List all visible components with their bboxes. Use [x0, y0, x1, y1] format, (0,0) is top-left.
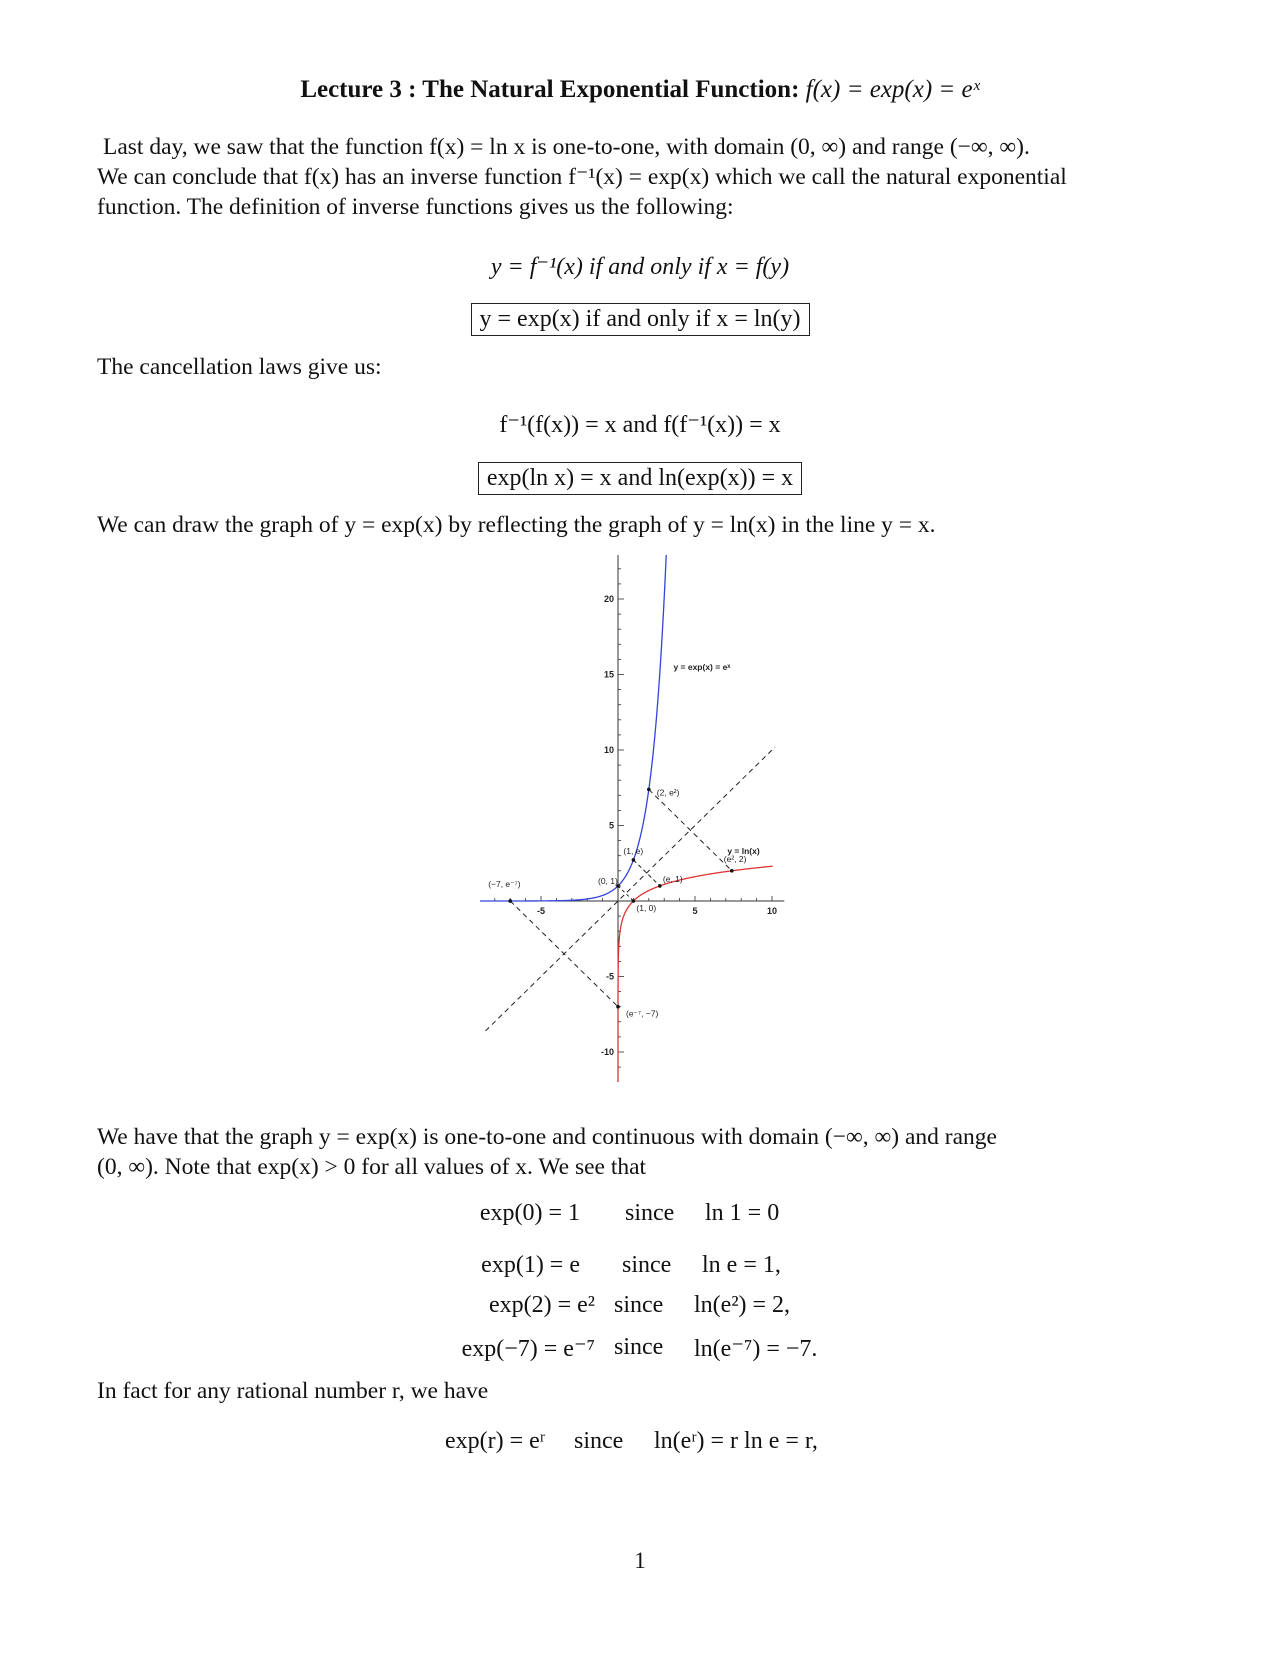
cancellation-intro: The cancellation laws give us:	[97, 354, 382, 380]
point-label: (e, 1)	[662, 873, 683, 884]
point-label: (e², 2)	[723, 853, 747, 864]
example-lhs: exp(1) = e	[481, 1252, 580, 1278]
rational-text: In fact for any rational number r, we have	[97, 1378, 489, 1404]
page-number: 1	[634, 1548, 646, 1573]
example-lhs: exp(2) = e²	[488, 1292, 595, 1318]
example-rhs: ln(e⁻⁷) = −7.	[694, 1336, 818, 1362]
y-tick-label: -10	[600, 1047, 614, 1057]
point-label: (2, e²)	[656, 787, 680, 798]
y-tick-label: 5	[608, 820, 614, 831]
intro-paragraph	[97, 132, 1195, 222]
point-label: (e⁻⁷, −7)	[626, 1008, 659, 1019]
graph	[480, 555, 810, 1130]
inverse-definition-boxed-wrap	[0, 303, 1280, 336]
y-tick-label: 15	[603, 669, 614, 680]
line-y-equals-x	[486, 747, 776, 1031]
inverse-definition: y = f⁻¹(x) if and only if x = f(y)	[490, 254, 790, 280]
y-tick-label: 20	[603, 594, 614, 604]
point-label: (−7, e⁻⁷)	[488, 878, 521, 889]
example-since: since	[614, 1334, 664, 1360]
x-tick-label: -5	[536, 906, 546, 916]
example-lhs: exp(0) = 1	[479, 1200, 580, 1226]
point-label: (1, 0)	[636, 903, 657, 913]
point-label: (1, e)	[623, 845, 644, 856]
rational-since: since	[574, 1428, 624, 1454]
example-lhs: exp(−7) = e⁻⁷	[461, 1336, 595, 1362]
y-tick-label: 10	[603, 745, 614, 755]
after-graph-line-2: (0, ∞). Note that exp(x) > 0 for all values of x. We see that	[97, 1154, 647, 1180]
after-graph-line-1: We have that the graph y = exp(x) is one-to-one and continuous with domain (−∞, ∞) and range	[97, 1124, 997, 1150]
cancellation-boxed: exp(ln x) = x and ln(exp(x)) = x	[478, 462, 802, 495]
after-graph-paragraph	[97, 1122, 1195, 1182]
intro-line-1: Last day, we saw that the function f(x) = ln x is one-to-one, with domain (0, ∞) and range (−∞, ∞).	[103, 134, 1030, 160]
example-rhs: ln e = 1,	[702, 1252, 781, 1278]
inverse-definition-boxed: y = exp(x) if and only if x = ln(y)	[471, 303, 810, 336]
data-point	[647, 788, 651, 792]
data-point	[508, 899, 512, 903]
example-rhs: ln(e²) = 2,	[694, 1292, 791, 1318]
example-since: since	[625, 1200, 675, 1226]
data-point	[658, 884, 662, 888]
data-point	[730, 869, 734, 873]
ln-curve-label: y = ln(x)	[727, 846, 760, 857]
cancellation-boxed-wrap	[0, 462, 1280, 495]
x-tick-label: 10	[766, 906, 778, 916]
x-tick-label: 5	[692, 906, 698, 916]
intro-line-3: function. The definition of inverse functions gives us the following:	[97, 194, 734, 220]
y-tick-label: -5	[605, 971, 614, 982]
title-text: Lecture 3 : The Natural Exponential Function:	[300, 76, 800, 103]
page-title	[0, 76, 1280, 104]
graph-labels	[488, 594, 777, 1057]
example-since: since	[622, 1252, 672, 1278]
point-label: (0, 1)	[598, 875, 618, 886]
graph-axes	[480, 555, 784, 1079]
intro-line-2: We can conclude that f(x) has an inverse function f⁻¹(x) = exp(x) which we call the natural exponential	[97, 164, 1067, 190]
rational-rhs: ln(eʳ) = r ln e = r,	[654, 1428, 818, 1454]
cancellation-general: f⁻¹(f(x)) = x and f(f⁻¹(x)) = x	[499, 412, 781, 438]
data-point	[632, 899, 636, 903]
data-point	[632, 858, 636, 862]
reflect-text: We can draw the graph of y = exp(x) by reflecting the graph of y = ln(x) in the line y = x.	[97, 512, 936, 538]
graph-curves	[480, 555, 778, 1082]
data-point	[616, 1005, 620, 1009]
example-since: since	[614, 1292, 664, 1318]
example-rhs: ln 1 = 0	[705, 1200, 780, 1226]
exp-curve-label: y = exp(x) = eˣ	[673, 661, 731, 672]
title-math: f(x) = exp(x) = eˣ	[805, 76, 980, 103]
rational-lhs: exp(r) = eʳ	[444, 1428, 545, 1454]
